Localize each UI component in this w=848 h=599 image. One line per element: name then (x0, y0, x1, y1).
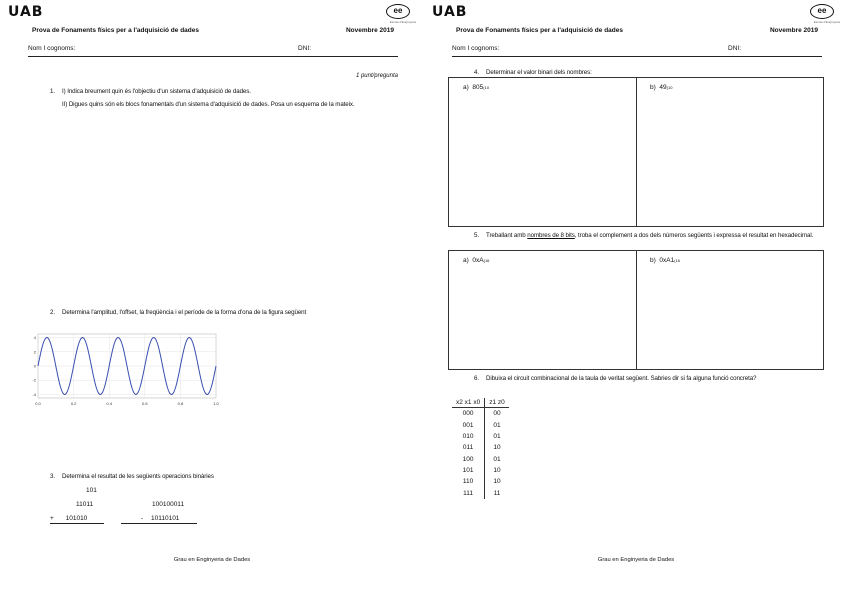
answer-5a-area[interactable] (449, 251, 637, 369)
question-1a-text: I) Indica breument quin és l'objectiu d'un sistema d'adquisició de dades. (62, 88, 251, 95)
table-row (452, 476, 509, 487)
answer-4b-area[interactable] (636, 78, 823, 226)
question-number: 1. (50, 88, 55, 95)
op2-line2 (121, 515, 197, 524)
truth-table-output: 10 (493, 444, 501, 452)
op2-value: 10110101 (150, 515, 180, 522)
answer-5b-value: 0xA1 (659, 257, 675, 264)
table-row (452, 488, 509, 499)
table-row (452, 408, 509, 420)
truth-table-output: 01 (493, 421, 501, 429)
y-tick-label: 0 (33, 363, 36, 369)
x-tick-label: 0.0 (35, 401, 41, 406)
answer-4a-area[interactable] (449, 78, 637, 226)
question-number: 5. (474, 232, 479, 239)
truth-table-header-inputs: x2 x1 x0 (452, 398, 485, 408)
truth-table-input: 110 (452, 476, 485, 487)
table-row (452, 465, 509, 476)
truth-table-input: 001 (452, 419, 485, 430)
dni-label: DNI: (728, 45, 741, 52)
truth-table-output: 10 (493, 467, 501, 475)
truth-table-input: 000 (452, 408, 485, 420)
truth-table-input: 100 (452, 454, 485, 465)
exam-title: Prova de Fonaments físics per a l'adquisició de dades (456, 27, 623, 34)
x-tick-label: 0.2 (70, 401, 77, 406)
question-number: 3. (50, 473, 55, 480)
answer-4a-base: (10 (483, 85, 490, 90)
answer-5a-base: (16 (483, 258, 490, 263)
op1-line1: 101 (86, 487, 97, 494)
question-5-text-underlined: nombres de 8 bits (527, 232, 575, 239)
question-4-text: Determinar el valor binari dels nombres: (486, 69, 592, 76)
exam-header (32, 27, 394, 34)
answer-4b-label: b) (650, 84, 656, 91)
question-number: 4. (474, 69, 479, 76)
x-tick-label: 0.4 (106, 401, 112, 406)
op2-line1: 100100011 (152, 501, 185, 508)
points-note: 1 punt/pregunta (355, 73, 398, 79)
question-2-text: Determina l'amplitud, l'offset, la freqüència i el període de la forma d'ona de la figura següent (62, 309, 307, 316)
answer-4a-label: a) (463, 84, 469, 91)
truth-table-output: 11 (493, 489, 501, 497)
truth-table-output: 10 (493, 478, 501, 486)
truth-table-output: 00 (493, 410, 501, 418)
truth-table-input: 101 (452, 465, 485, 476)
question-1b-text: II) Digues quins són els blocs fonamentals d'un sistema d'adquisició de dades. Posa un esquema de la mateix. (62, 101, 355, 108)
name-field[interactable] (452, 45, 822, 57)
answer-5b-label: b) (650, 257, 656, 264)
name-label: Nom I cognoms: (452, 45, 500, 52)
truth-table-output: 01 (493, 432, 501, 440)
y-tick-label: 4 (33, 335, 36, 341)
y-tick-label: -2 (32, 377, 36, 383)
op1-line3 (50, 515, 104, 524)
footer-text: Grau en Enginyeria de Dades (173, 557, 251, 563)
exam-title: Prova de Fonaments físics per a l'adquisició de dades (32, 27, 199, 34)
question-5-text-pre: Treballant amb (486, 232, 528, 239)
ee-logo: ee (386, 4, 410, 19)
uab-logo: UAB (432, 4, 468, 20)
op1-line2: 11011 (76, 501, 94, 508)
answer-4b-base: (10 (666, 85, 673, 90)
op2-sign: - (141, 515, 144, 522)
answer-4a-value: 805 (472, 84, 484, 91)
truth-table (452, 398, 509, 499)
name-field[interactable] (28, 45, 398, 57)
truth-table-input: 111 (452, 488, 485, 499)
ee-logo-subtitle: Escola d'Enginyeria (389, 20, 416, 24)
truth-table-input: 010 (452, 431, 485, 442)
op1-sign: + (50, 515, 54, 522)
truth-table-header-outputs: z1 z0 (485, 398, 509, 408)
op1-value: 101010 (65, 515, 88, 522)
dni-label: DNI: (298, 45, 311, 52)
footer-text: Grau en Enginyeria de Dades (597, 557, 675, 563)
page-right (424, 0, 848, 599)
truth-table-output: 01 (493, 455, 501, 463)
waveform-chart (30, 332, 220, 414)
question-6-text: Dibuixa el circuit combinacional de la taula de veritat següent. Sabries dir si fa alguna funció concreta? (486, 375, 757, 382)
question-number: 6. (474, 375, 479, 382)
ee-logo: ee (810, 4, 834, 19)
answer-box-5[interactable] (448, 250, 824, 370)
exam-header (456, 27, 818, 34)
name-label: Nom I cognoms: (28, 45, 76, 52)
table-row (452, 454, 509, 465)
answer-4b-value: 49 (659, 84, 667, 91)
answer-box-4[interactable] (448, 77, 824, 227)
x-tick-label: 0.6 (142, 401, 148, 406)
ee-logo-subtitle: Escola d'Enginyeria (813, 20, 840, 24)
answer-5b-base: (16 (674, 258, 681, 263)
question-3-text: Determina el resultat de les següents operacions binàries (62, 473, 214, 480)
answer-5a-value: 0xA (472, 257, 484, 264)
x-tick-label: 0.8 (177, 401, 184, 406)
question-5-text-post: , troba el complement a dos dels números següents i expressa el resultat en hexadecimal. (574, 232, 814, 239)
table-row (452, 442, 509, 453)
uab-logo: UAB (8, 4, 44, 20)
table-row (452, 419, 509, 430)
answer-5b-area[interactable] (636, 251, 823, 369)
x-tick-label: 1.0 (213, 401, 219, 406)
question-number: 2. (50, 309, 55, 316)
exam-date: Novembre 2019 (345, 27, 394, 34)
y-tick-label: 2 (33, 349, 36, 355)
truth-table-input: 011 (452, 442, 485, 453)
exam-date: Novembre 2019 (769, 27, 818, 34)
table-row (452, 431, 509, 442)
y-tick-label: -4 (32, 391, 36, 397)
answer-5a-label: a) (463, 257, 469, 264)
